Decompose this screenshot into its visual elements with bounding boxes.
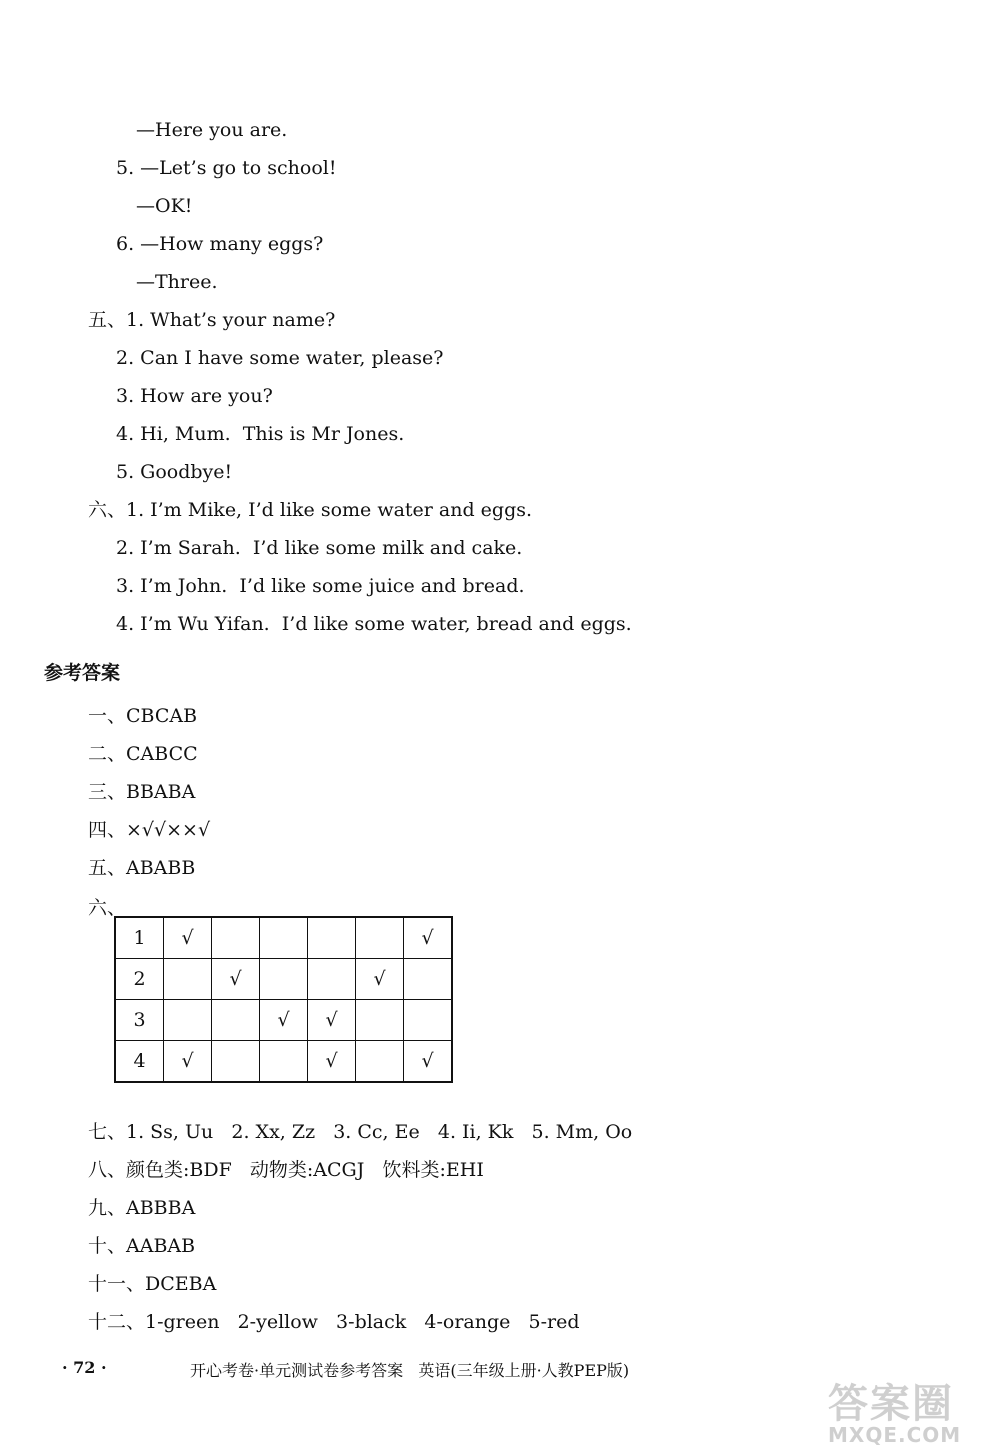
table-cell: √ <box>308 1000 356 1041</box>
section6-line: 3. I’m John. I’d like some juice and bread. <box>116 575 525 597</box>
watermark-text: 答案圈 <box>828 1381 954 1427</box>
answer-line: 九、ABBBA <box>88 1197 196 1219</box>
dialogue-line: —OK! <box>136 195 193 217</box>
answer-line: 十二、1-green 2-yellow 3-black 4-orange 5-red <box>88 1311 580 1333</box>
table-row <box>115 1041 452 1083</box>
section5-line: 5. Goodbye! <box>116 461 233 483</box>
table-cell: √ <box>260 1000 308 1041</box>
table-cell <box>308 959 356 1000</box>
dialogue-line: 6. —How many eggs? <box>116 233 324 255</box>
table-row <box>115 959 452 1000</box>
table-cell <box>356 1000 404 1041</box>
section6-line: 2. I’m Sarah. I’d like some milk and cake. <box>116 537 523 559</box>
answer-line: 五、ABABB <box>88 857 196 879</box>
table-cell: √ <box>404 1041 453 1083</box>
watermark-logo <box>828 1372 988 1447</box>
row-number: 1 <box>115 917 164 959</box>
section6-line: 六、1. I’m Mike, I’d like some water and eggs. <box>88 499 533 521</box>
table-cell <box>356 917 404 959</box>
page-number: · 72 · <box>62 1358 107 1377</box>
table-row <box>115 917 452 959</box>
dialogue-line: 5. —Let’s go to school! <box>116 157 337 179</box>
answer-line: 二、CABCC <box>88 743 198 765</box>
answer-line: 六、 <box>88 897 127 919</box>
table-cell: √ <box>308 1041 356 1083</box>
answer-line: 十一、DCEBA <box>88 1273 217 1295</box>
answers-heading: 参考答案 <box>44 662 121 684</box>
table-cell <box>404 959 453 1000</box>
table-cell <box>356 1041 404 1083</box>
table-cell <box>260 917 308 959</box>
dialogue-line: —Three. <box>136 271 218 293</box>
table-cell <box>404 1000 453 1041</box>
section5-line: 3. How are you? <box>116 385 273 407</box>
row-number: 2 <box>115 959 164 1000</box>
table-cell <box>212 1000 260 1041</box>
table-row <box>115 1000 452 1041</box>
table-cell <box>260 1041 308 1083</box>
row-number: 3 <box>115 1000 164 1041</box>
answer-line: 四、×√√××√ <box>88 819 211 841</box>
table-cell <box>212 1041 260 1083</box>
answer-table <box>114 916 453 1083</box>
table-cell: √ <box>212 959 260 1000</box>
answer-line: 八、颜色类:BDF 动物类:ACGJ 饮料类:EHI <box>88 1159 484 1181</box>
table-cell: √ <box>356 959 404 1000</box>
table-cell: √ <box>404 917 453 959</box>
answer-line: 三、BBABA <box>88 781 196 803</box>
row-number: 4 <box>115 1041 164 1083</box>
watermark-url: MXQE.COM <box>828 1423 962 1447</box>
answer-line: 十、AABAB <box>88 1235 196 1257</box>
section6-line: 4. I’m Wu Yifan. I’d like some water, bread and eggs. <box>116 613 632 635</box>
table-cell: √ <box>164 1041 212 1083</box>
table-cell <box>212 917 260 959</box>
table-cell <box>164 959 212 1000</box>
table-cell <box>308 917 356 959</box>
table-cell: √ <box>164 917 212 959</box>
answer-line: 七、1. Ss, Uu 2. Xx, Zz 3. Cc, Ee 4. Ii, Kk 5. Mm, Oo <box>88 1121 633 1143</box>
footer-title: 开心考卷·单元测试卷参考答案 英语(三年级上册·人教PEP版) <box>190 1361 630 1380</box>
answer-line: 一、CBCAB <box>88 705 198 727</box>
section5-line: 4. Hi, Mum. This is Mr Jones. <box>116 423 405 445</box>
table-cell <box>260 959 308 1000</box>
dialogue-line: —Here you are. <box>136 119 288 141</box>
table-cell <box>164 1000 212 1041</box>
section5-line: 2. Can I have some water, please? <box>116 347 444 369</box>
section5-line: 五、1. What’s your name? <box>88 309 336 331</box>
